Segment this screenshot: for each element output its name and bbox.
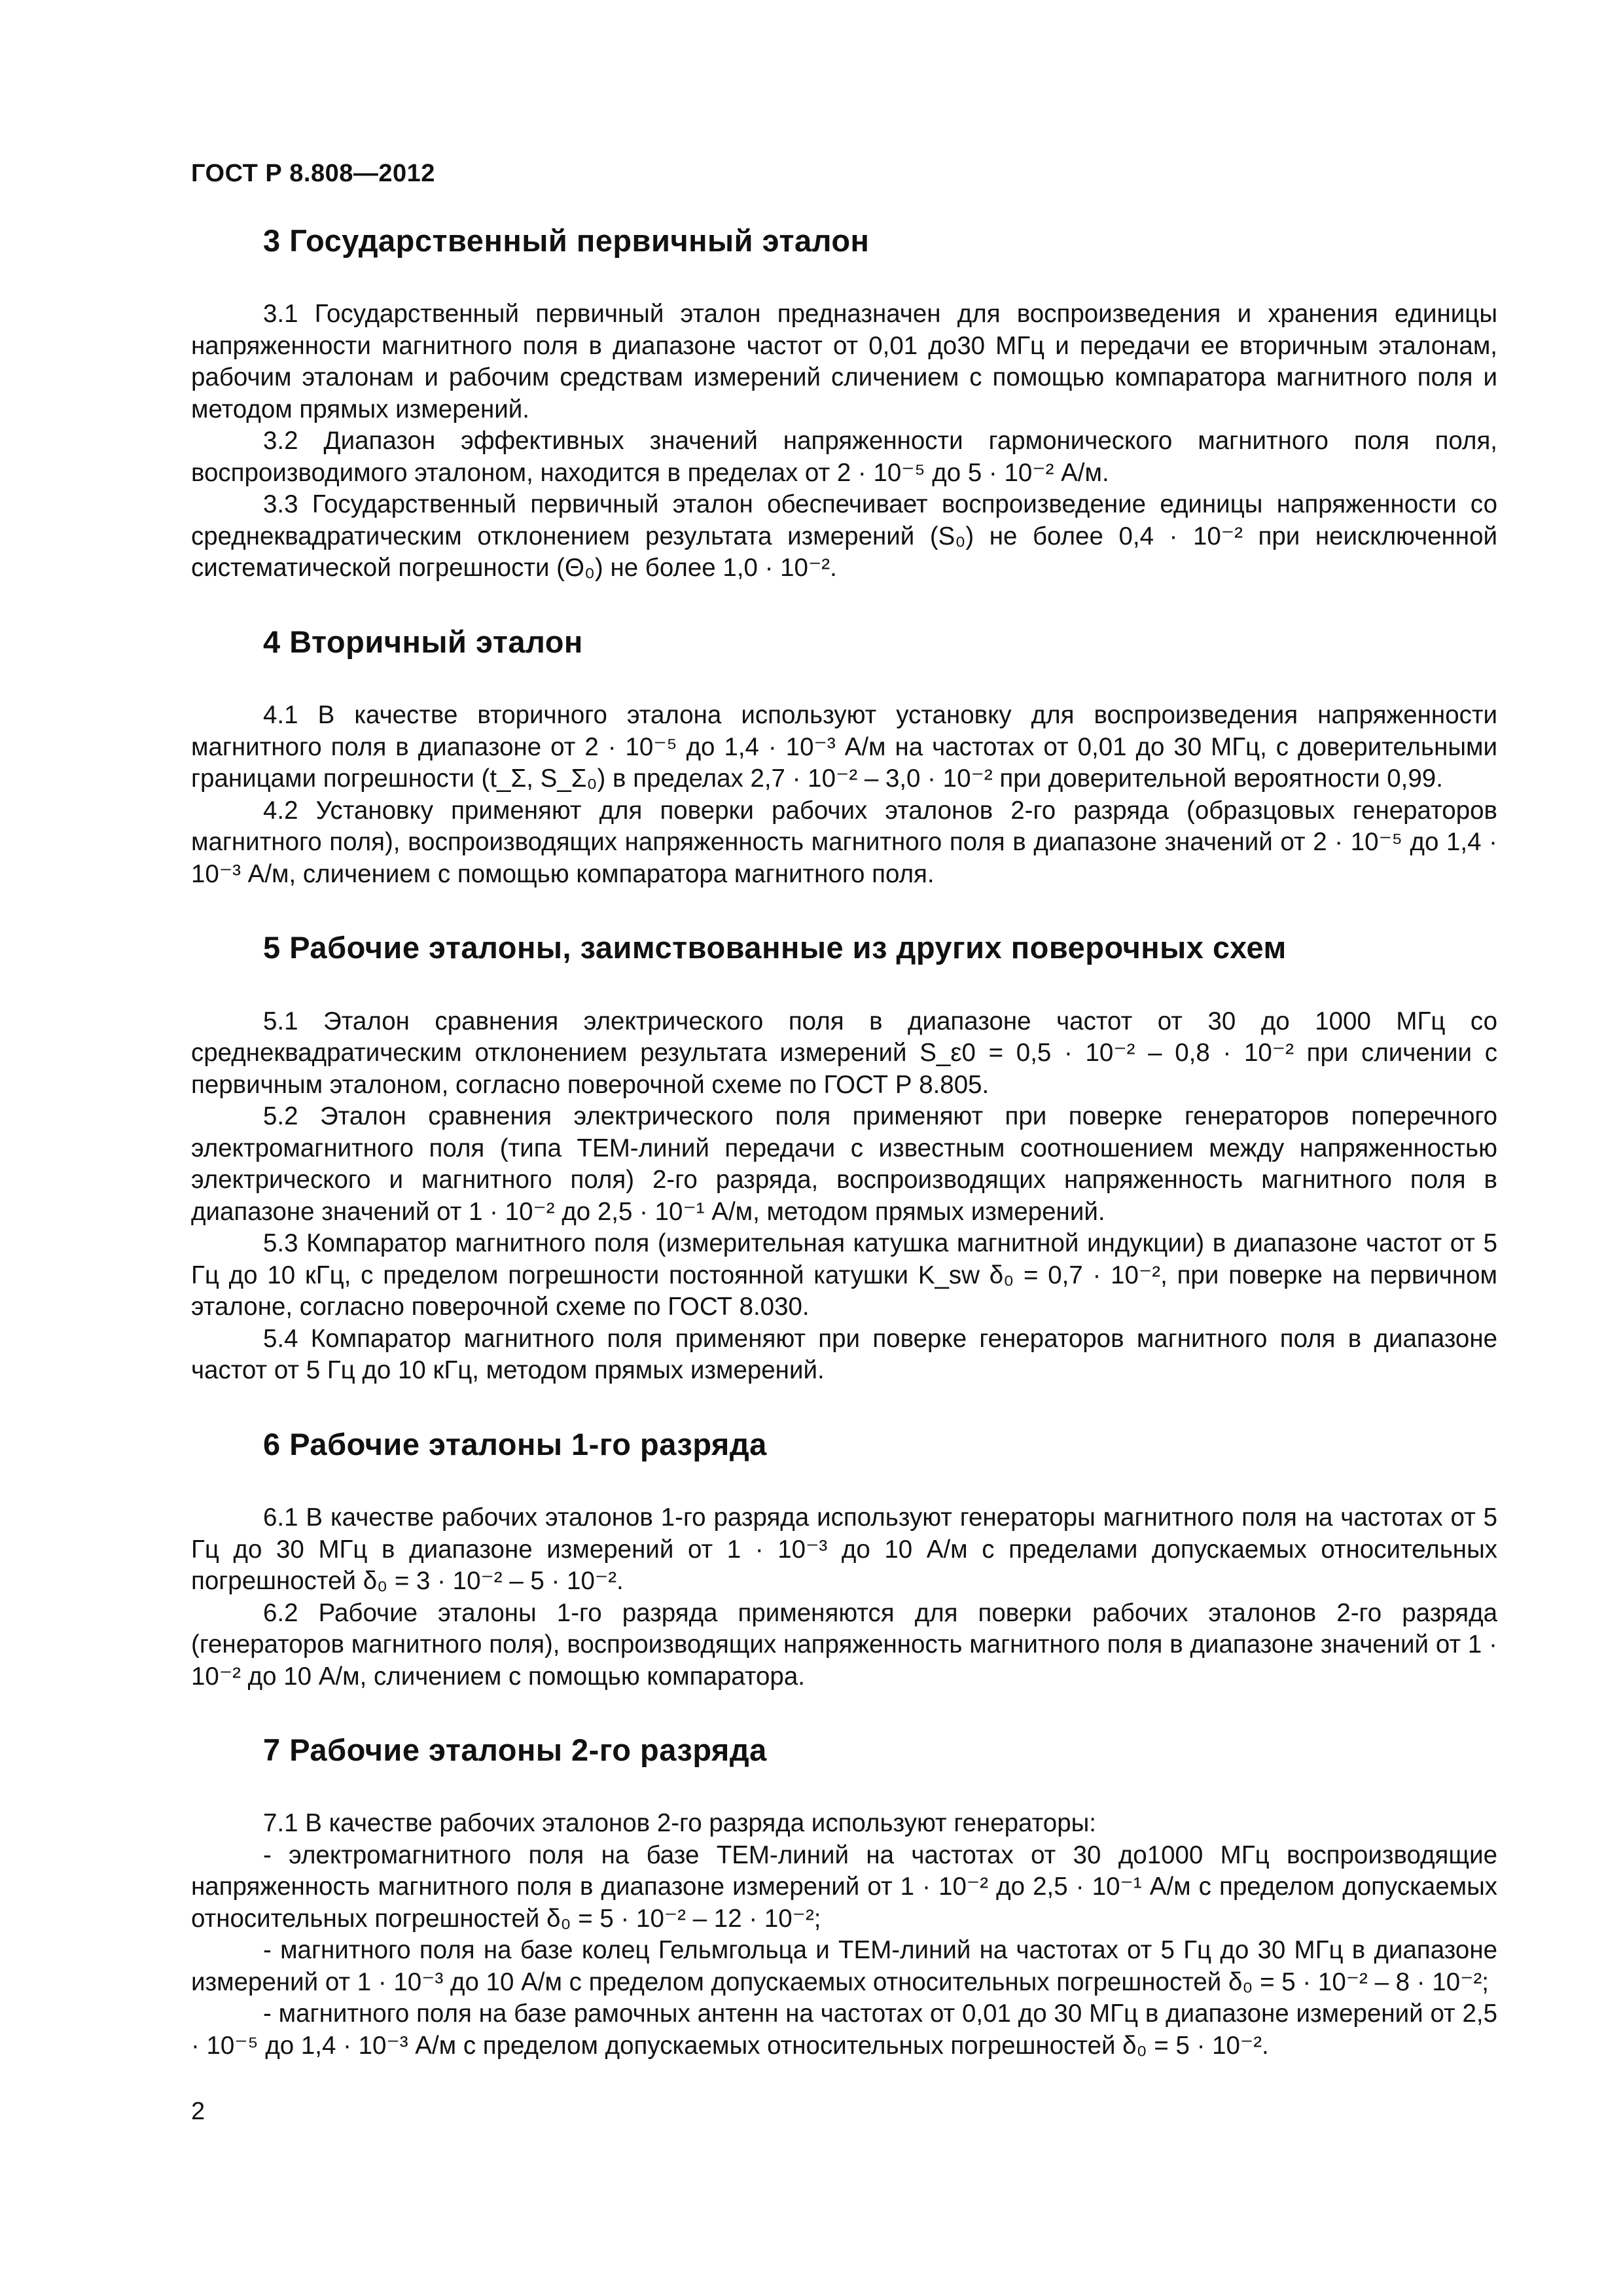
- page-number: 2: [191, 2098, 205, 2125]
- section-title: 6 Рабочие эталоны 1-го разряда: [263, 1426, 767, 1462]
- paragraph: 7.1 В качестве рабочих эталонов 2-го разряда используют генераторы:: [263, 1809, 1096, 1838]
- section-title: 4 Вторичный эталон: [263, 624, 583, 659]
- paragraph: 6.2 Рабочие эталоны 1-го разряда применяются для поверки рабочих эталонов 2-го разряда (генераторов магнитного поля), воспроизводящих напряженность магнитного поля в диапазоне значений от 1 · 10⁻² до 10 А/м, сличением с помощью компаратора.: [191, 1598, 1497, 1691]
- paragraph: 3.2 Диапазон эффективных значений напряженности гармонического магнитного поля поля, воспроизводимого эталоном, находится в пределах от 2 · 10⁻⁵ до 5 · 10⁻² А/м.: [191, 427, 1497, 487]
- section-5: [191, 929, 1497, 1386]
- list-item: - электромагнитного поля на базе ТЕМ-линий на частотах от 30 до1000 МГц воспроизводящие напряженность магнитного поля в диапазоне измерений от 1 · 10⁻² до 2,5 · 10⁻¹ А/м с пределом допускаемых относительных погрешностей δ₀ = 5 · 10⁻² – 12 · 10⁻²;: [191, 1840, 1497, 1933]
- section-title: 3 Государственный первичный эталон: [263, 223, 870, 258]
- paragraph: 3.3 Государственный первичный эталон обеспечивает воспроизведение единицы напряженности со среднеквадратическим отклонением результата измерений (S₀) не более 0,4 · 10⁻² при неисключенной систематической погрешности (Θ₀) не более 1,0 · 10⁻².: [191, 490, 1497, 583]
- list-item: - магнитного поля на базе колец Гельмгольца и ТЕМ-линий на частотах от 5 Гц до 30 МГц в диапазоне измерений от 1 · 10⁻³ до 10 А/м с пределом допускаемых относительных погрешностей δ₀ = 5 · 10⁻² – 8 · 10⁻²;: [191, 1936, 1497, 1996]
- section-6: [191, 1426, 1497, 1693]
- paragraph: 3.1 Государственный первичный эталон предназначен для воспроизведения и хранения единицы напряженности магнитного поля в диапазоне частот от 0,01 до30 МГц и передачи ее вторичным эталонам, рабочим эталонам и рабочим средствам измерений сличением с помощью компаратора магнитного поля и методом прямых измерений.: [191, 300, 1497, 423]
- section-7: [191, 1732, 1497, 2062]
- document-id-header: ГОСТ Р 8.808—2012: [191, 160, 435, 187]
- document-body: [191, 223, 1497, 2062]
- paragraph: 4.1 В качестве вторичного эталона используют установку для воспроизведения напряженности магнитного поля в диапазоне от 2 · 10⁻⁵ до 1,4 · 10⁻³ А/м на частотах от 0,01 до 30 МГц, с доверительными границами погрешности (t_Σ, S_Σ₀) в пределах 2,7 · 10⁻² – 3,0 · 10⁻² при доверительной вероятности 0,99.: [191, 701, 1497, 793]
- section-title: 7 Рабочие эталоны 2-го разряда: [263, 1732, 767, 1768]
- paragraph: 5.1 Эталон сравнения электрического поля в диапазоне частот от 30 до 1000 МГц со среднеквадратическим отклонением результата измерений S_ε0 = 0,5 · 10⁻² – 0,8 · 10⁻² при сличении с первичным эталоном, согласно поверочной схеме по ГОСТ Р 8.805.: [191, 1007, 1497, 1099]
- paragraph: 5.4 Компаратор магнитного поля применяют при поверке генераторов магнитного поля в диапазоне частот от 5 Гц до 10 кГц, методом прямых измерений.: [191, 1324, 1497, 1385]
- section-3: [191, 223, 1497, 584]
- paragraph: 5.3 Компаратор магнитного поля (измерительная катушка магнитной индукции) в диапазоне частот от 5 Гц до 10 кГц, с пределом погрешности постоянной катушки K_sw δ₀ = 0,7 · 10⁻², при поверке на первичном эталоне, согласно поверочной схеме по ГОСТ 8.030.: [191, 1229, 1497, 1321]
- paragraph: 4.2 Установку применяют для поверки рабочих эталонов 2-го разряда (образцовых генераторов магнитного поля), воспроизводящих напряженность магнитного поля в диапазоне значений от 2 · 10⁻⁵ до 1,4 · 10⁻³ А/м, сличением с помощью компаратора магнитного поля.: [191, 796, 1497, 888]
- section-4: [191, 624, 1497, 890]
- paragraph: 6.1 В качестве рабочих эталонов 1-го разряда используют генераторы магнитного поля на частотах от 5 Гц до 30 МГц в диапазоне измерений от 1 · 10⁻³ до 10 А/м с пределами допускаемых относительных погрешностей δ₀ = 3 · 10⁻² – 5 · 10⁻².: [191, 1503, 1497, 1596]
- paragraph: 5.2 Эталон сравнения электрического поля применяют при поверке генераторов поперечного электромагнитного поля (типа ТЕМ-линий передачи с известным соотношением между напряженностью электрического и магнитного поля) 2-го разряда, воспроизводящих напряженность магнитного поля в диапазоне значений от 1 · 10⁻² до 2,5 · 10⁻¹ А/м, методом прямых измерений.: [191, 1102, 1497, 1226]
- section-title: 5 Рабочие эталоны, заимствованные из других поверочных схем: [263, 930, 1287, 965]
- list-item: - магнитного поля на базе рамочных антенн на частотах от 0,01 до 30 МГц в диапазоне измерений от 2,5 · 10⁻⁵ до 1,4 · 10⁻³ А/м с пределом допускаемых относительных погрешностей δ₀ = 5 · 10⁻².: [191, 2000, 1497, 2060]
